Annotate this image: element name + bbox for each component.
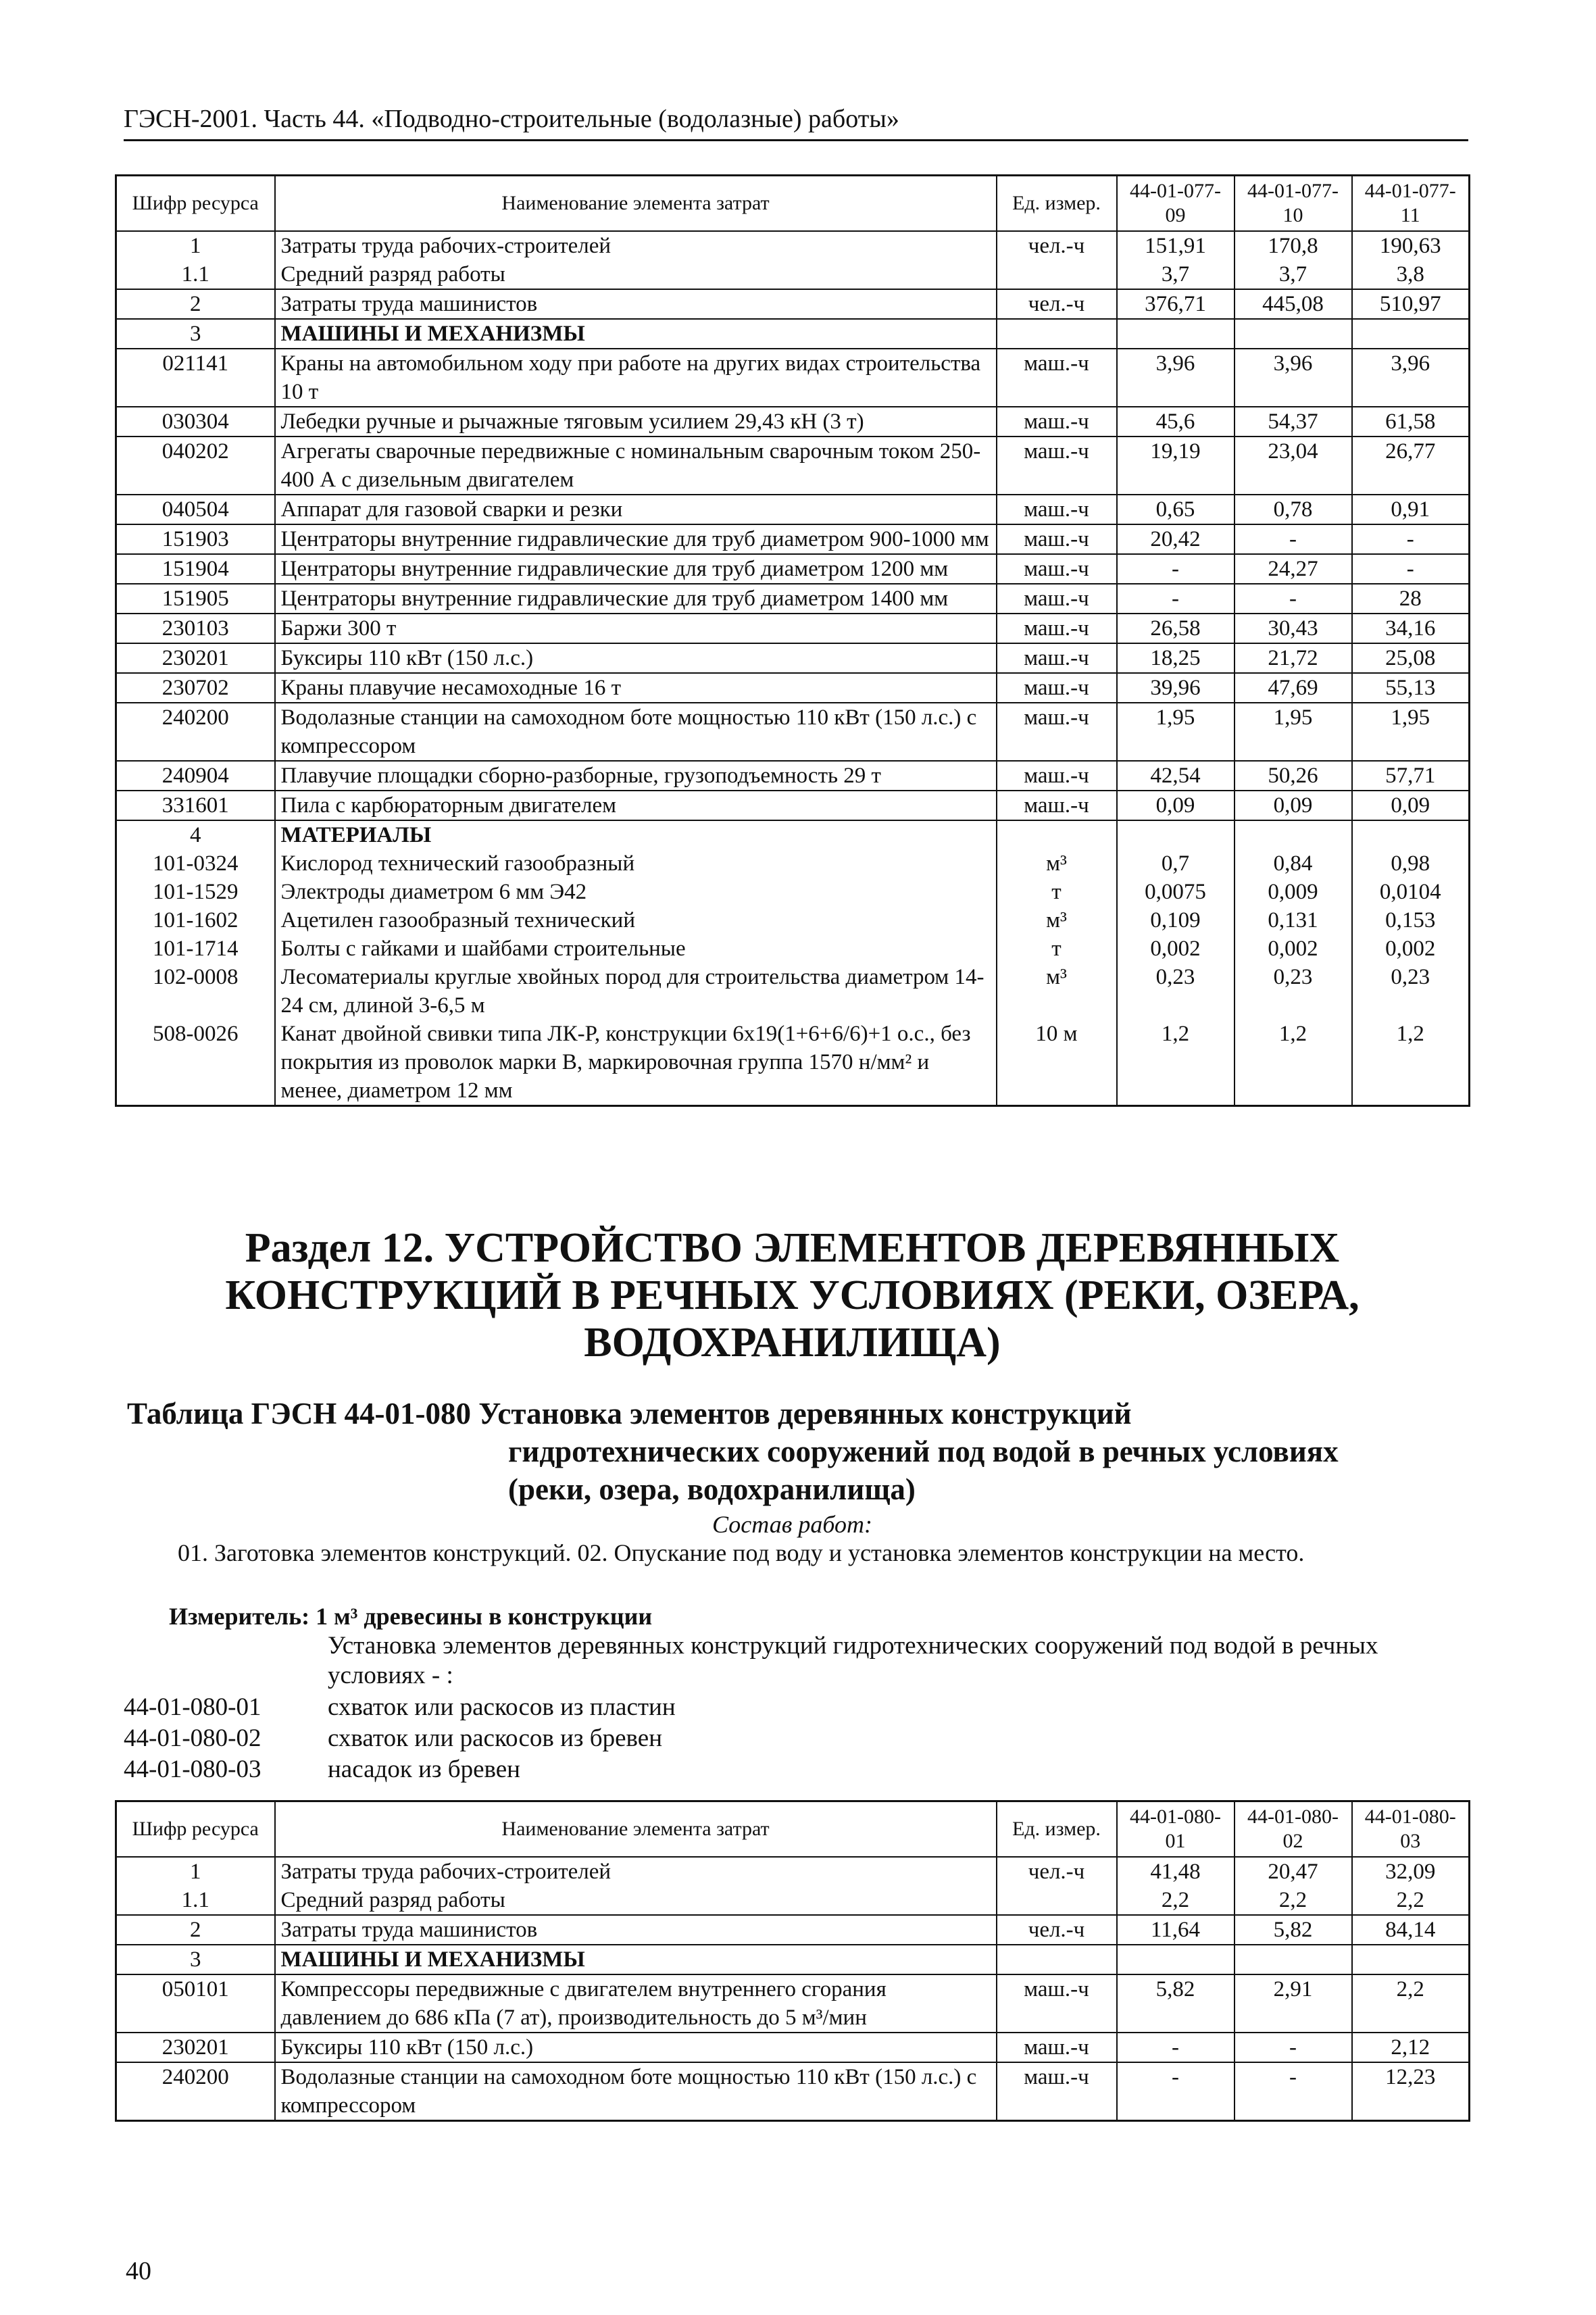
resource-code: 040504 xyxy=(116,495,275,524)
resource-value: 24,27 xyxy=(1235,554,1352,584)
resource-value: 3,8 xyxy=(1396,262,1424,287)
resource-value: 0,09 xyxy=(1235,791,1352,820)
resource-code: 3 xyxy=(116,319,275,349)
table-row xyxy=(116,643,1470,673)
resource-unit: маш.-ч xyxy=(997,2062,1117,2121)
resource-code: 101-1602 xyxy=(116,906,275,935)
resource-unit: чел.-ч xyxy=(997,231,1117,260)
header-unit: Ед. измер. xyxy=(997,176,1117,232)
resource-code: 101-1529 xyxy=(116,878,275,906)
resource-value: 0,153 xyxy=(1385,908,1436,932)
resource-value: 0,131 xyxy=(1235,906,1352,935)
resource-name: Лесоматериалы круглые хвойных пород для строительства диаметром 14-24 см, длиной 3-6,5 м xyxy=(275,963,997,1020)
resource-value: 1,2 xyxy=(1396,1022,1424,1046)
table-row xyxy=(116,849,1470,878)
resource-code: 151903 xyxy=(116,524,275,554)
resource-unit: маш.-ч xyxy=(997,614,1117,643)
resource-value: 1,2 xyxy=(1235,1020,1352,1106)
variant-code: 44-01-080-03 xyxy=(124,1756,261,1783)
table-row xyxy=(116,407,1470,437)
variant-text: схваток или раскосов из пластин xyxy=(328,1693,676,1721)
resource-code: 101-0324 xyxy=(116,849,275,878)
resource-name: Затраты труда рабочих-строителей xyxy=(275,1857,997,1886)
resource-value: 5,82 xyxy=(1235,1915,1352,1945)
resource-name: Буксиры 110 кВт (150 л.с.) xyxy=(275,643,997,673)
resource-value: 0,0075 xyxy=(1117,878,1235,906)
header-column: 44-01-077-11 xyxy=(1352,176,1470,232)
resource-value: 1,2 xyxy=(1117,1020,1235,1106)
table-row xyxy=(116,524,1470,554)
resource-value: 0,009 xyxy=(1235,878,1352,906)
table-row xyxy=(116,1915,1470,1945)
resource-value: 2,2 xyxy=(1117,1886,1235,1915)
resource-value: 190,63 xyxy=(1379,234,1441,258)
resource-name: МАТЕРИАЛЫ xyxy=(275,820,997,849)
table-row xyxy=(116,495,1470,524)
table-row xyxy=(116,349,1470,407)
resource-value: 41,48 xyxy=(1117,1857,1235,1886)
resource-unit: маш.-ч xyxy=(997,437,1117,495)
resource-value xyxy=(1352,820,1470,849)
resource-value: 2,12 xyxy=(1352,2033,1470,2062)
table-row xyxy=(116,673,1470,703)
resource-value: - xyxy=(1235,524,1352,554)
resource-code: 230201 xyxy=(116,643,275,673)
resource-value xyxy=(1352,319,1470,349)
running-head: ГЭСН-2001. Часть 44. «Подводно-строительные (водолазные) работы» xyxy=(124,101,1468,141)
variant-code: 44-01-080-01 xyxy=(124,1693,261,1721)
resource-name: Затраты труда рабочих-строителей xyxy=(275,231,997,260)
resource-value: 12,23 xyxy=(1352,2062,1470,2121)
resource-value: - xyxy=(1117,584,1235,614)
resource-unit: чел.-ч xyxy=(997,1915,1117,1945)
variant-item xyxy=(124,1723,1468,1754)
resource-name: Затраты труда машинистов xyxy=(275,1915,997,1945)
resource-value: 39,96 xyxy=(1117,673,1235,703)
table-row xyxy=(116,437,1470,495)
table-title-line3: (реки, озера, водохранилища) xyxy=(508,1472,916,1506)
page-number: 40 xyxy=(126,2257,151,2285)
resource-name: Водолазные станции на самоходном боте мощностью 110 кВт (150 л.с.) с компрессором xyxy=(275,703,997,761)
resource-code: 2 xyxy=(116,1915,275,1945)
resource-value: 2,91 xyxy=(1235,1974,1352,2033)
resource-value: 0,91 xyxy=(1352,495,1470,524)
resource-code: 230201 xyxy=(116,2033,275,2062)
header-column: 44-01-080-01 xyxy=(1117,1801,1235,1858)
resource-value: 0,23 xyxy=(1235,963,1352,1020)
table-row xyxy=(116,791,1470,820)
resource-code: 050101 xyxy=(116,1974,275,2033)
resource-unit: чел.-ч xyxy=(997,1857,1117,1886)
header-column: 44-01-077-09 xyxy=(1117,176,1235,232)
table-row xyxy=(116,554,1470,584)
resource-code: 101-1714 xyxy=(116,935,275,963)
resource-name: Компрессоры передвижные с двигателем внутреннего сгорания давлением до 686 кПа (7 ат), производительность до 5 м³/мин xyxy=(275,1974,997,2033)
resource-name: Водолазные станции на самоходном боте мощностью 110 кВт (150 л.с.) с компрессором xyxy=(275,2062,997,2121)
table-row xyxy=(116,1945,1470,1974)
resource-value: 25,08 xyxy=(1352,643,1470,673)
resource-name: Средний разряд работы xyxy=(275,1886,997,1915)
resource-value: 3,96 xyxy=(1235,349,1352,407)
resource-value: 42,54 xyxy=(1117,761,1235,791)
resource-value: 54,37 xyxy=(1235,407,1352,437)
resource-value: - xyxy=(1235,2033,1352,2062)
table-row xyxy=(116,1974,1470,2033)
table-header-row xyxy=(116,1801,1470,1858)
resource-code: 3 xyxy=(116,1945,275,1974)
resource-value: 0,23 xyxy=(1117,963,1235,1020)
resource-code: 508-0026 xyxy=(116,1020,275,1106)
table-row xyxy=(116,260,1470,289)
resource-value: 376,71 xyxy=(1117,289,1235,319)
resource-name: Агрегаты сварочные передвижные с номинальным сварочным током 250-400 А с дизельным двигателем xyxy=(275,437,997,495)
resource-unit xyxy=(997,820,1117,849)
resource-code: 151904 xyxy=(116,554,275,584)
resource-unit: чел.-ч xyxy=(997,289,1117,319)
table-body xyxy=(116,1857,1470,2121)
resource-name: Средний разряд работы xyxy=(275,260,997,289)
resource-value: 50,26 xyxy=(1235,761,1352,791)
header-name: Наименование элемента затрат xyxy=(275,176,997,232)
table-row xyxy=(116,703,1470,761)
resource-unit: маш.-ч xyxy=(997,2033,1117,2062)
resource-code: 230702 xyxy=(116,673,275,703)
resource-code: 151905 xyxy=(116,584,275,614)
composition-text: 01. Заготовка элементов конструкций. 02. Опускание под воду и установка элементов конструкции на место. xyxy=(178,1539,1305,1566)
resource-value: 170,8 xyxy=(1235,231,1352,260)
variant-text: насадок из бревен xyxy=(328,1756,520,1783)
resource-value: 19,19 xyxy=(1117,437,1235,495)
header-name: Наименование элемента затрат xyxy=(275,1801,997,1858)
resource-unit: м³ xyxy=(997,963,1117,1020)
resource-value: 1,95 xyxy=(1117,703,1235,761)
resource-name: Пила с карбюраторным двигателем xyxy=(275,791,997,820)
resource-value: 26,77 xyxy=(1352,437,1470,495)
resource-value: - xyxy=(1117,554,1235,584)
resource-value: - xyxy=(1235,584,1352,614)
variants-intro: Установка элементов деревянных конструкций гидротехнических сооружений под водой в речных условиях - : xyxy=(328,1632,1378,1689)
variant-item xyxy=(124,1754,1468,1785)
table-row xyxy=(116,878,1470,906)
resource-name: МАШИНЫ И МЕХАНИЗМЫ xyxy=(275,319,997,349)
resource-unit: 10 м xyxy=(997,1020,1117,1106)
resource-unit xyxy=(997,260,1117,289)
variants-list xyxy=(124,1692,1468,1785)
resource-value: 57,71 xyxy=(1352,761,1470,791)
resource-name: Буксиры 110 кВт (150 л.с.) xyxy=(275,2033,997,2062)
resource-value: 21,72 xyxy=(1235,643,1352,673)
resource-name: Центраторы внутренние гидравлические для труб диаметром 900-1000 мм xyxy=(275,524,997,554)
variant-item xyxy=(124,1692,1468,1723)
resource-code: 102-0008 xyxy=(116,963,275,1020)
table-title-line2: гидротехнических сооружений под водой в речных условиях xyxy=(508,1435,1339,1468)
resource-value: 1,95 xyxy=(1352,703,1470,761)
resource-unit xyxy=(997,319,1117,349)
resource-value: 2,2 xyxy=(1352,1974,1470,2033)
header-code: Шифр ресурса xyxy=(116,176,275,232)
resource-value: - xyxy=(1117,2033,1235,2062)
resource-unit: маш.-ч xyxy=(997,791,1117,820)
resource-value xyxy=(1352,1945,1470,1974)
resource-value: 0,65 xyxy=(1117,495,1235,524)
table-row xyxy=(116,906,1470,935)
resource-code: 230103 xyxy=(116,614,275,643)
resource-unit: маш.-ч xyxy=(997,584,1117,614)
table-row xyxy=(116,963,1470,1020)
table-row xyxy=(116,231,1470,260)
resource-value: 0,84 xyxy=(1235,849,1352,878)
header-code: Шифр ресурса xyxy=(116,1801,275,1858)
resource-unit: маш.-ч xyxy=(997,703,1117,761)
resource-value: 0,7 xyxy=(1117,849,1235,878)
resource-name: Болты с гайками и шайбами строительные xyxy=(275,935,997,963)
resource-value: 18,25 xyxy=(1117,643,1235,673)
resource-value xyxy=(1235,820,1352,849)
resource-value: 0,78 xyxy=(1235,495,1352,524)
resource-unit: т xyxy=(997,935,1117,963)
resource-value: 34,16 xyxy=(1352,614,1470,643)
resource-name: Лебедки ручные и рычажные тяговым усилием 29,43 кН (3 т) xyxy=(275,407,997,437)
resource-value: 26,58 xyxy=(1117,614,1235,643)
table-row xyxy=(116,935,1470,963)
table-row xyxy=(116,1886,1470,1915)
resource-value: 11,64 xyxy=(1117,1915,1235,1945)
resource-code: 240200 xyxy=(116,703,275,761)
resource-name: Аппарат для газовой сварки и резки xyxy=(275,495,997,524)
resource-name: Затраты труда машинистов xyxy=(275,289,997,319)
header-column: 44-01-080-03 xyxy=(1352,1801,1470,1858)
resource-unit: м³ xyxy=(997,849,1117,878)
resource-value: 84,14 xyxy=(1352,1915,1470,1945)
resource-value: 445,08 xyxy=(1235,289,1352,319)
table-row xyxy=(116,761,1470,791)
resource-unit xyxy=(997,1886,1117,1915)
resource-value: 45,6 xyxy=(1117,407,1235,437)
resource-name: Краны на автомобильном ходу при работе на других видах строительства 10 т xyxy=(275,349,997,407)
resource-name: Краны плавучие несамоходные 16 т xyxy=(275,673,997,703)
resource-value: 0,002 xyxy=(1235,935,1352,963)
resource-value: 510,97 xyxy=(1352,289,1470,319)
resource-value: - xyxy=(1235,2062,1352,2121)
section-title: Раздел 12. УСТРОЙСТВО ЭЛЕМЕНТОВ ДЕРЕВЯННЫХ КОНСТРУКЦИЙ В РЕЧНЫХ УСЛОВИЯХ (РЕКИ, ОЗЕРА, ВОДОХРАНИЛИЩА) xyxy=(225,1225,1360,1366)
table-title-prefix: Таблица ГЭСН 44-01-080 xyxy=(127,1397,471,1430)
resource-code: 240904 xyxy=(116,761,275,791)
resource-unit: м³ xyxy=(997,906,1117,935)
table-row xyxy=(116,584,1470,614)
resource-value: 0,002 xyxy=(1385,937,1436,961)
resource-name: Электроды диаметром 6 мм Э42 xyxy=(275,878,997,906)
table-row xyxy=(116,2062,1470,2121)
resource-unit: маш.-ч xyxy=(997,554,1117,584)
resource-unit: т xyxy=(997,878,1117,906)
resource-code: 1 xyxy=(116,231,275,260)
resource-name: Плавучие площадки сборно-разборные, грузоподъемность 29 т xyxy=(275,761,997,791)
variant-code: 44-01-080-02 xyxy=(124,1724,261,1752)
table-body xyxy=(116,231,1470,1106)
resource-code: 030304 xyxy=(116,407,275,437)
resource-unit xyxy=(997,1945,1117,1974)
resource-unit: маш.-ч xyxy=(997,524,1117,554)
resource-value: 1,95 xyxy=(1235,703,1352,761)
resource-value: 3,96 xyxy=(1352,349,1470,407)
resource-unit: маш.-ч xyxy=(997,673,1117,703)
measure-unit: Измеритель: 1 м³ древесины в конструкции xyxy=(169,1603,653,1630)
resource-value: 0,109 xyxy=(1117,906,1235,935)
resource-name: Центраторы внутренние гидравлические для труб диаметром 1200 мм xyxy=(275,554,997,584)
resource-value: 151,91 xyxy=(1117,231,1235,260)
resource-value: 0,23 xyxy=(1391,965,1430,989)
resource-value: 0,09 xyxy=(1352,791,1470,820)
resource-unit: маш.-ч xyxy=(997,407,1117,437)
resource-value: 55,13 xyxy=(1352,673,1470,703)
resource-name: Баржи 300 т xyxy=(275,614,997,643)
resource-code: 2 xyxy=(116,289,275,319)
resource-value xyxy=(1235,319,1352,349)
table-row xyxy=(116,289,1470,319)
resource-value: 3,7 xyxy=(1235,260,1352,289)
resource-value: 47,69 xyxy=(1235,673,1352,703)
resource-unit: маш.-ч xyxy=(997,1974,1117,2033)
resource-value: 3,96 xyxy=(1117,349,1235,407)
resource-name: Канат двойной свивки типа ЛК-Р, конструкции 6х19(1+6+6/6)+1 о.с., без покрытия из проволок марки В, маркировочная группа 1570 н/мм² и менее, диаметром 12 мм xyxy=(275,1020,997,1106)
table-row xyxy=(116,319,1470,349)
resource-value xyxy=(1117,319,1235,349)
header-column: 44-01-080-02 xyxy=(1235,1801,1352,1858)
resource-value: 3,7 xyxy=(1117,260,1235,289)
table-row xyxy=(116,1857,1470,1886)
resource-unit: маш.-ч xyxy=(997,495,1117,524)
header-column: 44-01-077-10 xyxy=(1235,176,1352,232)
table-title-line1: Установка элементов деревянных конструкций xyxy=(478,1397,1132,1430)
resource-code: 1.1 xyxy=(116,1886,275,1915)
resource-value: 28 xyxy=(1352,584,1470,614)
table-row xyxy=(116,1020,1470,1106)
resource-value: 2,2 xyxy=(1235,1886,1352,1915)
table-title xyxy=(127,1395,1472,1508)
resource-value: - xyxy=(1117,2062,1235,2121)
table-row xyxy=(116,820,1470,849)
resource-value: 5,82 xyxy=(1117,1974,1235,2033)
resource-value: 0,98 xyxy=(1391,851,1430,876)
resource-code: 021141 xyxy=(116,349,275,407)
resource-code: 1.1 xyxy=(116,260,275,289)
resource-value: 32,09 xyxy=(1385,1860,1436,1884)
resource-name: МАШИНЫ И МЕХАНИЗМЫ xyxy=(275,1945,997,1974)
resource-value: 2,2 xyxy=(1396,1888,1424,1912)
resource-code: 4 xyxy=(116,820,275,849)
table-header-row xyxy=(116,176,1470,232)
resource-name: Кислород технический газообразный xyxy=(275,849,997,878)
resource-value: 20,42 xyxy=(1117,524,1235,554)
resource-code: 1 xyxy=(116,1857,275,1886)
resource-code: 331601 xyxy=(116,791,275,820)
table-row xyxy=(116,2033,1470,2062)
header-unit: Ед. измер. xyxy=(997,1801,1117,1858)
resource-name: Ацетилен газообразный технический xyxy=(275,906,997,935)
resource-table-080 xyxy=(115,1800,1470,2122)
resource-table-077 xyxy=(115,174,1470,1107)
resource-value: 20,47 xyxy=(1235,1857,1352,1886)
resource-value: 0,002 xyxy=(1117,935,1235,963)
resource-code: 040202 xyxy=(116,437,275,495)
resource-code: 240200 xyxy=(116,2062,275,2121)
resource-value: 61,58 xyxy=(1352,407,1470,437)
resource-unit: маш.-ч xyxy=(997,761,1117,791)
resource-value: 0,09 xyxy=(1117,791,1235,820)
composition-label: Состав работ: xyxy=(712,1511,872,1538)
resource-value xyxy=(1117,1945,1235,1974)
resource-value: - xyxy=(1352,524,1470,554)
resource-value: 23,04 xyxy=(1235,437,1352,495)
resource-name: Центраторы внутренние гидравлические для труб диаметром 1400 мм xyxy=(275,584,997,614)
resource-value xyxy=(1235,1945,1352,1974)
resource-value: 30,43 xyxy=(1235,614,1352,643)
resource-value xyxy=(1117,820,1235,849)
resource-value: - xyxy=(1352,554,1470,584)
resource-value: 0,0104 xyxy=(1379,880,1441,904)
table-row xyxy=(116,614,1470,643)
resource-unit: маш.-ч xyxy=(997,349,1117,407)
variant-text: схваток или раскосов из бревен xyxy=(328,1724,663,1752)
resource-unit: маш.-ч xyxy=(997,643,1117,673)
